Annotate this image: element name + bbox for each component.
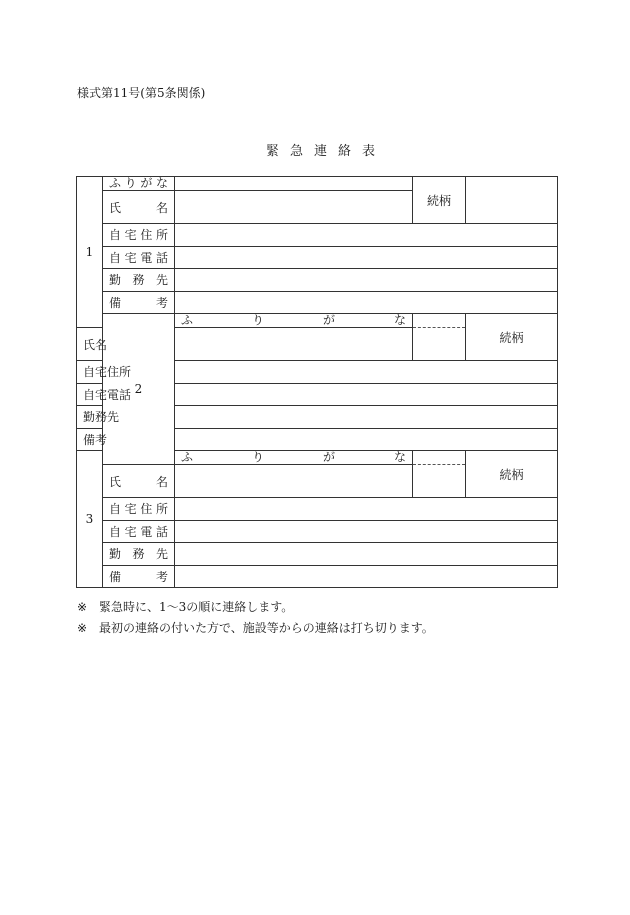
note-mark: ※ bbox=[77, 621, 88, 635]
note-text: 最初の連絡の付いた方で、施設等からの連絡は打ち切ります。 bbox=[99, 621, 434, 635]
contact-1-address-row bbox=[77, 224, 558, 247]
furigana-field[interactable] bbox=[175, 177, 413, 191]
note-item bbox=[77, 597, 434, 618]
workplace-field[interactable] bbox=[175, 406, 558, 429]
emergency-contact-table bbox=[76, 176, 558, 588]
form-id: 様式第11号(第5条関係) bbox=[77, 86, 206, 100]
phone-label: 自宅電話 bbox=[77, 383, 103, 406]
address-field[interactable] bbox=[175, 361, 558, 384]
name-field[interactable] bbox=[175, 191, 413, 224]
phone-field[interactable] bbox=[175, 520, 558, 543]
furigana-field[interactable] bbox=[413, 451, 466, 465]
remarks-field[interactable] bbox=[175, 291, 558, 314]
workplace-label: 勤務先 bbox=[77, 406, 103, 429]
address-label: 自宅住所 bbox=[77, 361, 103, 384]
phone-label: 自宅電話 bbox=[103, 520, 175, 543]
remarks-label: 備考 bbox=[77, 428, 103, 451]
relation-label: 続柄 bbox=[466, 451, 558, 498]
contact-1-workplace-row bbox=[77, 269, 558, 292]
relation-label: 続柄 bbox=[413, 177, 466, 224]
relation-label: 続柄 bbox=[466, 314, 558, 361]
note-text: 緊急時に、1〜3の順に連絡します。 bbox=[99, 600, 294, 614]
workplace-label: 勤務先 bbox=[103, 543, 175, 566]
notes bbox=[77, 597, 434, 639]
remarks-field[interactable] bbox=[175, 565, 558, 588]
phone-field[interactable] bbox=[175, 383, 558, 406]
contact-1-phone-row bbox=[77, 246, 558, 269]
contact-3-address-row bbox=[77, 498, 558, 521]
contact-number: 3 bbox=[77, 451, 103, 588]
contact-3-remarks-row bbox=[77, 565, 558, 588]
address-field[interactable] bbox=[175, 224, 558, 247]
furigana-label: ふりがな bbox=[175, 451, 413, 465]
contact-number: 2 bbox=[103, 314, 175, 465]
address-label: 自宅住所 bbox=[103, 498, 175, 521]
contact-2-furigana-row bbox=[77, 314, 558, 328]
furigana-label: ふりがな bbox=[175, 314, 413, 328]
note-mark: ※ bbox=[77, 600, 88, 614]
name-label: 氏名 bbox=[103, 465, 175, 498]
remarks-label: 備考 bbox=[103, 291, 175, 314]
workplace-label: 勤務先 bbox=[103, 269, 175, 292]
contact-1-remarks-row bbox=[77, 291, 558, 314]
contact-1-furigana-row bbox=[77, 177, 558, 191]
name-field[interactable] bbox=[175, 328, 413, 361]
contact-3-workplace-row bbox=[77, 543, 558, 566]
contact-3-phone-row bbox=[77, 520, 558, 543]
remarks-field[interactable] bbox=[175, 428, 558, 451]
remarks-label: 備考 bbox=[103, 565, 175, 588]
address-label: 自宅住所 bbox=[103, 224, 175, 247]
name-label: 氏名 bbox=[103, 191, 175, 224]
furigana-field[interactable] bbox=[413, 314, 466, 328]
page-title: 緊急連絡表 bbox=[265, 144, 386, 159]
phone-label: 自宅電話 bbox=[103, 246, 175, 269]
workplace-field[interactable] bbox=[175, 543, 558, 566]
name-field[interactable] bbox=[175, 465, 413, 498]
contact-number: 1 bbox=[77, 177, 103, 328]
workplace-field[interactable] bbox=[175, 269, 558, 292]
relation-field[interactable] bbox=[466, 177, 558, 224]
phone-field[interactable] bbox=[175, 246, 558, 269]
note-item bbox=[77, 618, 434, 639]
furigana-label: ふりがな bbox=[103, 177, 175, 191]
name-label: 氏名 bbox=[77, 328, 103, 361]
address-field[interactable] bbox=[175, 498, 558, 521]
